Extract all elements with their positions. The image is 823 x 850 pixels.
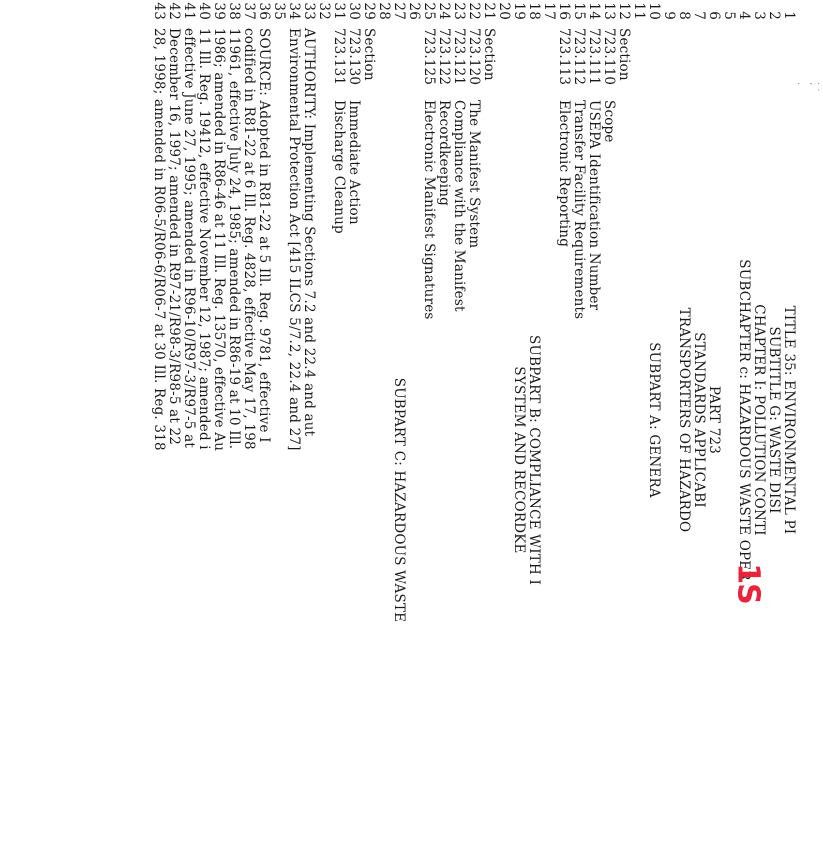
- chapter-heading: CHAPTER I: POLLUTION CONTI: [751, 304, 767, 536]
- line-number: 4: [736, 11, 752, 20]
- line-number: 6: [706, 11, 722, 20]
- section-number: 723.112: [571, 28, 587, 86]
- source-text-line-2: codified in R81-22 at 6 Ill. Reg. 4828, effective May 17, 198: [241, 28, 257, 450]
- section-number: 723.120: [466, 28, 482, 86]
- source-text-line-3: 11961, effective July 24, 1985; amended in R86-19 at 10 Ill.: [226, 28, 242, 450]
- line-number: 28: [376, 2, 392, 20]
- line-number: 24: [436, 2, 452, 20]
- authority-text-line-1: AUTHORITY: Implementing Sections 7.2 and 22.4 and aut: [301, 28, 317, 437]
- section-title: The Manifest System: [466, 100, 482, 249]
- section-number: 723.130: [346, 28, 362, 86]
- red-stamp-mark: 1S: [730, 563, 766, 604]
- line-number: 40: [196, 2, 212, 20]
- line-number: 5: [721, 11, 737, 20]
- section-label: Section: [361, 28, 377, 81]
- line-number: 27: [391, 2, 407, 20]
- section-number: 723.111: [586, 28, 602, 86]
- line-number: 2: [766, 11, 782, 20]
- subpart-b-heading-line-2: SYSTEM AND RECORDKE: [511, 366, 527, 554]
- line-number: 10: [646, 2, 662, 20]
- section-number: 723.113: [556, 28, 572, 86]
- line-number: 32: [316, 2, 332, 20]
- section-number: 723.122: [436, 28, 452, 86]
- line-number: 26: [406, 2, 422, 20]
- source-text-line-8: 28, 1998; amended in R06-5/R06-6/R06-7 at 30 Ill. Reg. 318: [151, 28, 167, 451]
- line-number: 31: [331, 2, 347, 20]
- line-number: 13: [601, 2, 617, 20]
- source-text-line-6: effective June 27, 1995; amended in R96-10/R97-3/R97-5 at: [181, 28, 197, 448]
- line-number: 3: [751, 11, 767, 20]
- subtitle-heading: SUBTITLE G: WASTE DISI: [766, 326, 782, 514]
- section-title: Electronic Reporting: [556, 100, 572, 248]
- line-number: 34: [286, 2, 302, 20]
- line-number: 41: [181, 2, 197, 20]
- section-title: USEPA Identification Number: [586, 100, 602, 311]
- section-title: Compliance with the Manifest: [451, 100, 467, 312]
- section-number: 723.110: [601, 28, 617, 86]
- section-number: 723.121: [451, 28, 467, 86]
- line-number: 12: [616, 2, 632, 20]
- line-number: 36: [256, 2, 272, 20]
- authority-text-line-2: Environmental Protection Act [415 ILCS 5/7.2, 22.4 and 27]: [286, 28, 302, 451]
- section-label: Section: [616, 28, 632, 81]
- source-text-line-7: December 16, 1997; amended in R97-21/R98-3/R98-5 at 22: [166, 28, 182, 446]
- line-number: 43: [151, 2, 167, 20]
- line-number: 18: [526, 2, 542, 20]
- rotated-document-sheet: [95, 0, 800, 640]
- title-heading: TITLE 35: ENVIRONMENTAL PI: [781, 305, 797, 535]
- part-heading: PART 723: [706, 385, 722, 455]
- line-number: 1: [781, 11, 797, 20]
- section-title: Discharge Cleanup: [331, 100, 347, 234]
- scan-specks: · · ‘ ·: [792, 82, 823, 92]
- source-text-line-4: 1986; amended in R86-46 at 11 Ill. Reg. 13570, effective Au: [211, 28, 227, 452]
- section-title: Recordkeeping: [436, 100, 452, 206]
- line-number: 33: [301, 2, 317, 20]
- section-title: Immediate Action: [346, 100, 362, 225]
- subchapter-heading: SUBCHAPTER c: HAZARDOUS WASTE OPER: [736, 259, 752, 581]
- line-number: 8: [676, 11, 692, 20]
- line-number: 29: [361, 2, 377, 20]
- line-number: 9: [661, 11, 677, 20]
- line-number: 37: [241, 2, 257, 20]
- line-number: 11: [631, 2, 647, 20]
- section-title: Electronic Manifest Signatures: [421, 100, 437, 320]
- line-number: 20: [496, 2, 512, 20]
- section-title: Scope: [601, 100, 617, 143]
- source-text-line-1: SOURCE: Adopted in R81-22 at 5 Ill. Reg. 9781, effective I: [256, 28, 272, 443]
- line-number: 23: [451, 2, 467, 20]
- section-number: 723.131: [331, 28, 347, 86]
- line-number: 22: [466, 2, 482, 20]
- subpart-c-heading: SUBPART C: HAZARDOUS WASTE: [391, 377, 407, 623]
- section-number: 723.125: [421, 28, 437, 86]
- section-title: Transfer Facility Requirements: [571, 100, 587, 320]
- subpart-b-heading-line-1: SUBPART B: COMPLIANCE WITH I: [526, 335, 542, 585]
- line-number: 35: [271, 2, 287, 20]
- line-number: 7: [691, 11, 707, 20]
- part-title-line-1: STANDARDS APPLICABI: [691, 332, 707, 508]
- line-number: 39: [211, 2, 227, 20]
- line-number: 14: [586, 2, 602, 20]
- section-label: Section: [481, 28, 497, 81]
- part-title-line-2: TRANSPORTERS OF HAZARDO: [676, 307, 692, 533]
- line-number: 30: [346, 2, 362, 20]
- source-text-line-5: 11 Ill. Reg. 19412, effective November 12, 1987; amended i: [196, 28, 212, 450]
- line-number: 17: [541, 2, 557, 20]
- line-number: 16: [556, 2, 572, 20]
- line-number: 21: [481, 2, 497, 20]
- line-number: 19: [511, 2, 527, 20]
- line-number: 15: [571, 2, 587, 20]
- line-number: 38: [226, 2, 242, 20]
- line-number: 25: [421, 2, 437, 20]
- line-number: 42: [166, 2, 182, 20]
- subpart-a-heading: SUBPART A: GENERA: [646, 342, 662, 498]
